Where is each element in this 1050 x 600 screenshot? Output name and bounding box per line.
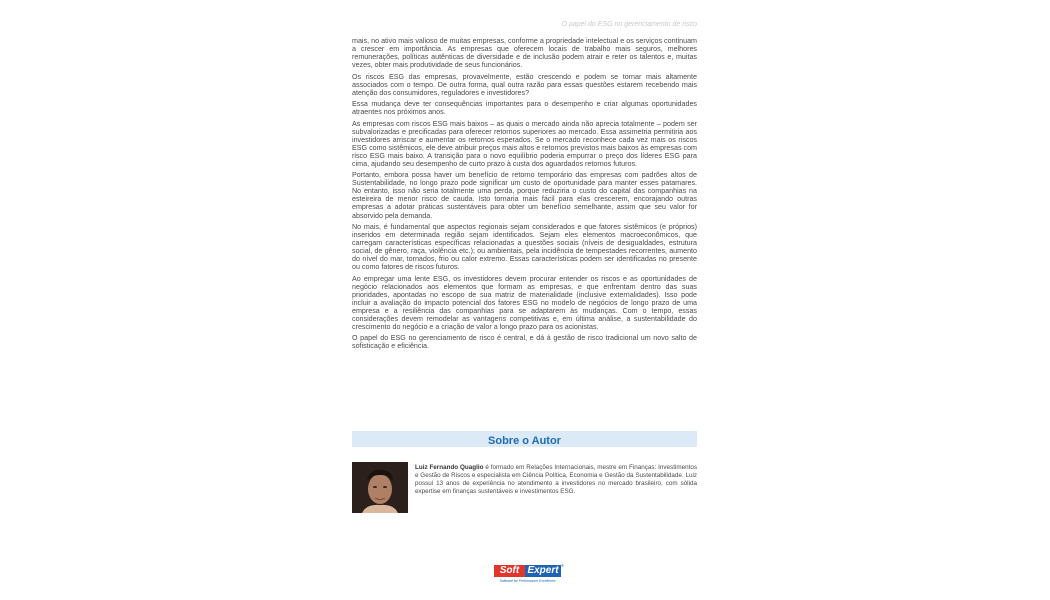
author-portrait-icon <box>352 462 408 513</box>
author-photo <box>352 462 408 513</box>
logo-soft: Soft <box>494 565 525 577</box>
article-body <box>352 37 697 354</box>
paragraph: O papel do ESG no gerenciamento de risco é central, e dá à gestão de risco tradicional um novo salto de sofisticação e eficiência. <box>352 334 697 351</box>
author-section-banner <box>352 431 697 447</box>
paragraph: No mais, é fundamental que aspectos regionais sejam considerados e que fatores sistêmicos (e próprios) inseridos em determinada região sejam identificados. Sejam eles elementos macroeconômicos, que carregam características específicas relacionadas a questões sociais (níveis de desigualdades, estrutura social, de gênero, raça, violência etc.); ou ambientais, pela incidência de tempestades recorrentes, aumento do nível do mar, tornados, frio ou calor extremo. Essas características podem ser identificadas no presente ou como fatores de riscos futuros. <box>352 222 697 272</box>
paragraph: Ao empregar uma lente ESG, os investidores devem procurar entender os riscos e as oportunidades de negócio relacionados aos elementos que formam as empresas, e que enfrentam dentro das suas prioridades, apontadas no escopo de sua matriz de materialidade (inclusive externalidades). Isso pode incluir a avaliação do impacto potencial dos fatores ESG no modelo de negócios de longo prazo de uma empresa e a resiliência das companhias para se adaptarem às mudanças. Com o tempo, essas considerações devem remodelar as vantagens competitivas e, em última análise, a sustentabilidade do crescimento do negócio e a criação de valor a longo prazo para os acionistas. <box>352 274 697 331</box>
paragraph: Essa mudança deve ter consequências importantes para o desempenho e criar algumas oportunidades atraentes nos próximos anos. <box>352 100 697 117</box>
author-bio <box>415 464 697 496</box>
softexpert-logo <box>494 565 564 587</box>
logo-tagline: Software for Performance Excellence <box>499 579 556 583</box>
author-name: Luiz Fernando Quaglio <box>415 464 484 471</box>
author-section-title: Sobre o Autor <box>488 435 561 447</box>
paragraph: mais, no ativo mais valioso de muitas empresas, conforme a propriedade intelectual e os serviços continuam a crescer em importância. As empresas que oferecem locais de trabalho mais seguros, melhores remunerações, políticas autênticas de diversidade e de inclusão podem atrair e reter os talentos e, muitas vezes, obter mais produtividade de seus funcionários. <box>352 37 697 70</box>
author-bio-text: é formado em Relações Internacionais, mestre em Finanças: Investimentos e Gestão de Riscos e especialista em Ciência Política, Economia e Gestão da Sustentabilidade. Luiz possui 13 anos de experiência no atendimento a investidores no mercado brasileiro, com sólida expertise em finanças sustentáveis e investimentos ESG. <box>415 464 697 496</box>
registered-icon: ® <box>561 563 564 568</box>
paragraph: Portanto, embora possa haver um benefício de retorno temporário das empresas com padrões altos de Sustentabilidade, no longo prazo pode significar um custo de oportunidade para manter esses patamares. No entanto, isso não seria totalmente uma perda, porque reduziria o custo do capital das companhias na esteireira de menor risco de cauda. Isto tornaria mais fácil para elas crescerem, encorajando outras empresas a adotar práticas sustentáveis para obter um benefício semelhante, assim que seu valor for absorvido pela demanda. <box>352 171 697 220</box>
running-header: O papel do ESG no gerenciamento de risco <box>561 21 697 28</box>
paragraph: As empresas com riscos ESG mais baixos – as quais o mercado ainda não aprecia totalmente – podem ser subvalorizadas e precificadas para oferecer retornos superiores ao mercado. Essa assimetria permitiria aos investidores arriscar e aumentar os retornos esperados. Se o mercado reconhece cada vez mais os riscos ESG como sistêmicos, ele deve atribuir preços mais altos e retornos previstos mais baixos às empresas com risco ESG mais baixo. A transição para o novo equilíbrio poderia empurrar o preço dos líderes ESG para cima, ajudando seu desempenho de curto prazo à custa dos aguardados retornos futuros. <box>352 119 697 168</box>
logo-expert: Expert <box>525 565 561 577</box>
paragraph: Os riscos ESG das empresas, provavelmente, estão crescendo e podem se tornar mais altamente associados com o tempo. De outra forma, qual outra razão para essas questões estarem recebendo mais atenção dos consumidores, reguladores e investidores? <box>352 72 697 97</box>
